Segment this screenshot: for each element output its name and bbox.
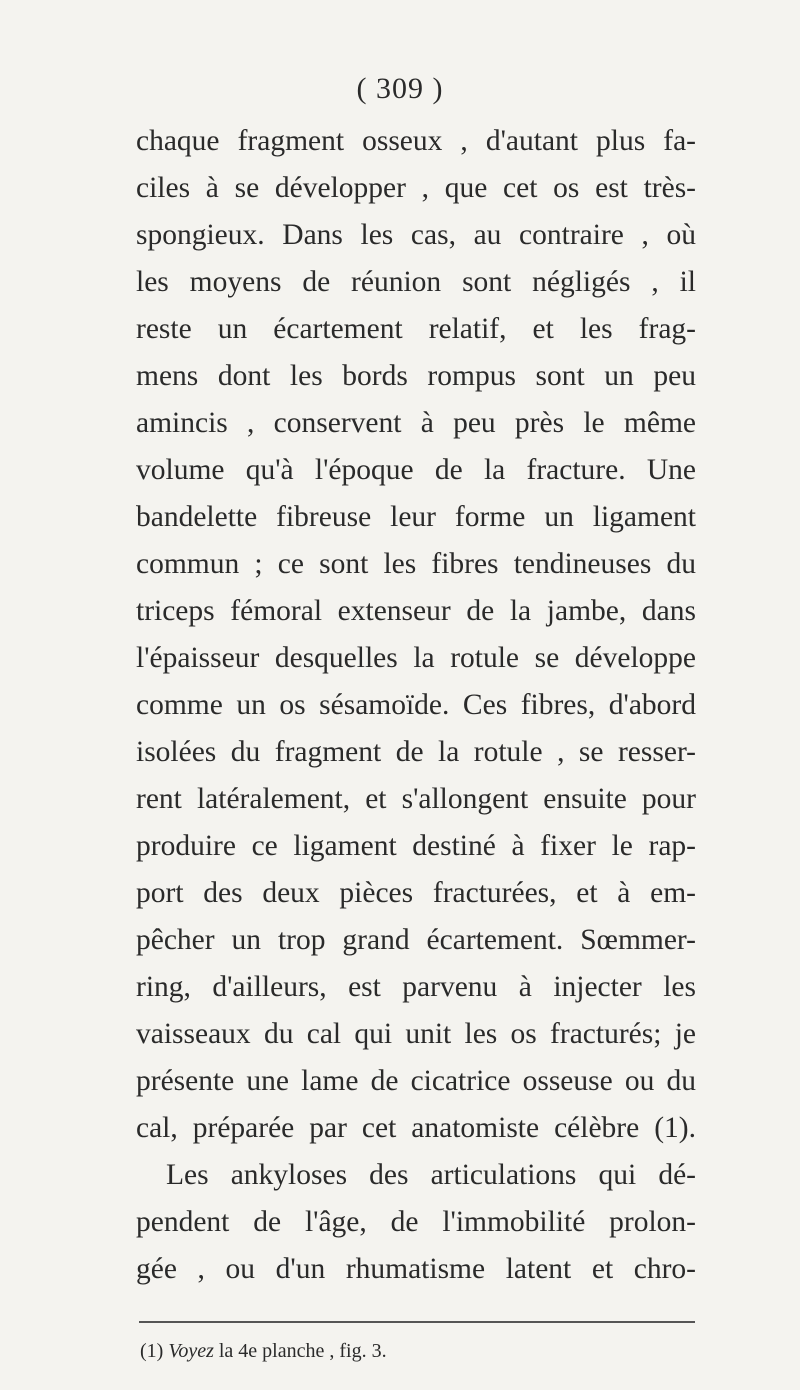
text-line: port des deux pièces fracturées, et à em- bbox=[136, 877, 696, 909]
text-line: commun ; ce sont les fibres tendineuses du bbox=[136, 548, 696, 580]
footnote bbox=[140, 1340, 387, 1363]
text-line: pêcher un trop grand écartement. Sœmmer- bbox=[136, 924, 696, 956]
footnote-marker: (1) bbox=[140, 1340, 164, 1362]
text-line: mens dont les bords rompus sont un peu bbox=[136, 360, 696, 392]
text-line: les moyens de réunion sont négligés , il bbox=[136, 266, 696, 298]
text-line: rent latéralement, et s'allongent ensuite pour bbox=[136, 783, 696, 815]
text-line-paragraph-start: Les ankyloses des articulations qui dé- bbox=[166, 1159, 696, 1191]
footnote-divider bbox=[139, 1321, 695, 1323]
text-line: comme un os sésamoïde. Ces fibres, d'abord bbox=[136, 689, 696, 721]
body-text bbox=[136, 118, 696, 1293]
text-line: isolées du fragment de la rotule , se resser- bbox=[136, 736, 696, 768]
text-line: triceps fémoral extenseur de la jambe, dans bbox=[136, 595, 696, 627]
text-line: vaisseaux du cal qui unit les os fracturés; je bbox=[136, 1018, 696, 1050]
text-line: présente une lame de cicatrice osseuse ou du bbox=[136, 1065, 696, 1097]
text-line: l'épaisseur desquelles la rotule se développe bbox=[136, 642, 696, 674]
text-line: reste un écartement relatif, et les frag- bbox=[136, 313, 696, 345]
footnote-text: la 4e planche , fig. 3. bbox=[218, 1340, 387, 1362]
page-number: ( 309 ) bbox=[356, 72, 444, 105]
text-line: gée , ou d'un rhumatisme latent et chro- bbox=[136, 1253, 696, 1285]
text-line: volume qu'à l'époque de la fracture. Une bbox=[136, 454, 696, 486]
text-line: chaque fragment osseux , d'autant plus fa- bbox=[136, 125, 696, 157]
text-line: cal, préparée par cet anatomiste célèbre (1). bbox=[136, 1112, 696, 1144]
text-line: spongieux. Dans les cas, au contraire , où bbox=[136, 219, 696, 251]
text-line: ring, d'ailleurs, est parvenu à injecter les bbox=[136, 971, 696, 1003]
text-line: produire ce ligament destiné à fixer le rap- bbox=[136, 830, 696, 862]
text-line: pendent de l'âge, de l'immobilité prolon- bbox=[136, 1206, 696, 1238]
footnote-italic-ref: Voyez bbox=[168, 1340, 214, 1362]
text-line: ciles à se développer , que cet os est très- bbox=[136, 172, 696, 204]
text-line: amincis , conservent à peu près le même bbox=[136, 407, 696, 439]
text-line: bandelette fibreuse leur forme un ligament bbox=[136, 501, 696, 533]
